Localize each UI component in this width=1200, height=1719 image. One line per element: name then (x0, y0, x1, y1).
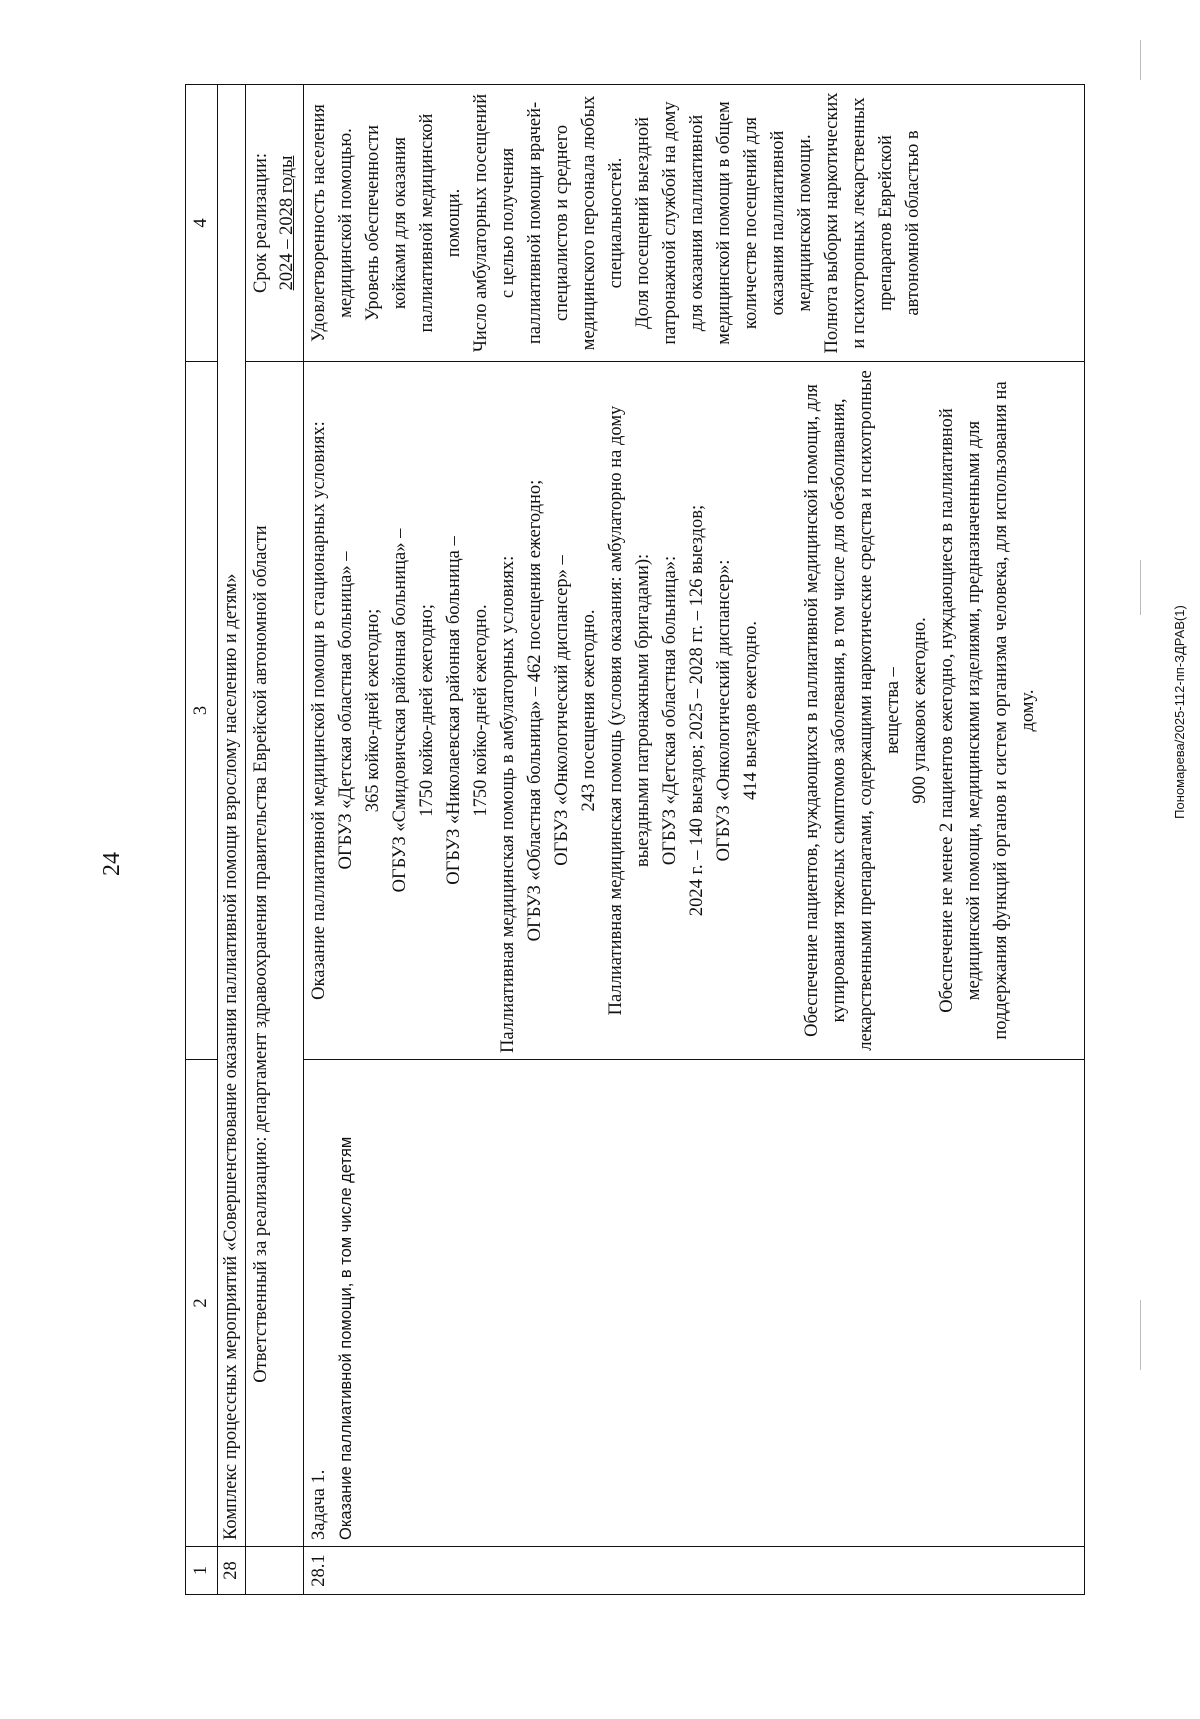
activity-line: Обеспечение не менее 2 пациентов ежегодно, нуждающиеся в паллиативной медицинской помощи, медицинскими изделиями, предназначенными для поддержания функций органов и систем организма человека, для использования на дому. (937, 381, 1038, 1040)
task-label: Задача 1. (309, 1469, 329, 1540)
footer-document-code: Пономарева/2025-112-пп-ЗДРАВ(1) (1172, 605, 1187, 819)
scan-mark-top (1140, 40, 1141, 80)
task-number: 28.1 (304, 1547, 1085, 1595)
activity-line: 243 посещения ежегодно. (579, 609, 599, 812)
term-label: Срок реализации: (251, 153, 271, 294)
activity-line: 2024 г. – 140 выездов; 2025 – 2028 гг. – 126 выездов; (687, 504, 707, 917)
responsible-text: Ответственный за реализацию: департамент здравоохранения правительства Еврейской автономной области (246, 362, 304, 1547)
indicator-line: Число амбулаторных посещений с целью получения паллиативной помощи врачей-специалистов и среднего медицинского персонала любых специальностей. (471, 93, 626, 353)
activity-line: 365 койко-дней ежегодно; (363, 608, 383, 813)
indicator-line: Уровень обеспеченности койками для оказания паллиативной медицинской помощи. (363, 113, 464, 333)
activity-line: 1750 койко-дней ежегодно. (471, 604, 491, 817)
complex-number: 28 (218, 1547, 246, 1595)
task-cell (304, 1060, 1085, 1547)
term-value: 2024 – 2028 годы (277, 155, 297, 291)
complex-row (218, 85, 246, 1595)
indicator-line: Удовлетворенность населения медицинской помощью. (309, 104, 356, 342)
activity-line: Паллиативная медицинская помощь в амбулаторных условиях: (498, 555, 518, 1053)
header-col-2: 2 (186, 1060, 218, 1547)
activity-line: Обеспечение пациентов, нуждающихся в паллиативной медицинской помощи, для купирования тяжелых симптомов заболевания, в том числе для обезболивания, лекарственными препаратами, содержащими наркотические средства и психотропные вещества – (802, 370, 903, 1051)
activity-line: ОГБУЗ «Областная больница» – 462 посещения ежегодно; (525, 479, 545, 942)
page-number: 24 (99, 852, 125, 876)
task-row (304, 85, 1085, 1595)
activity-line: Оказание паллиативной медицинской помощи в стационарных условиях: (309, 421, 329, 1000)
activity-line: ОГБУЗ «Детская областная больница» – (336, 551, 356, 870)
activity-line: ОГБУЗ «Детская областная больница»: (660, 555, 680, 866)
header-col-4: 4 (186, 85, 218, 362)
rotated-table-container (185, 85, 1085, 1595)
activity-line: ОГБУЗ «Онкологический диспансер»: (714, 559, 734, 862)
activity-line: 1750 койко-дней ежегодно; (417, 604, 437, 817)
activity-line: ОГБУЗ «Смидовичская районная больница» – (390, 528, 410, 893)
header-row (186, 85, 218, 1595)
indicator-line: Доля посещений выездной патронажной службой на дому для оказания паллиативной медицинской помощи в общем количестве посещений для оказания паллиативной медицинской помощи. (633, 101, 815, 345)
header-col-1: 1 (186, 1547, 218, 1595)
responsible-row (246, 85, 304, 1595)
activity-line: Паллиативная медицинская помощь (условия оказания: амбулаторно на дому выездными патронажными бригадами): (606, 405, 653, 1016)
activity-line: 900 упаковок ежегодно. (910, 617, 930, 804)
complex-title: Комплекс процессных мероприятий «Совершенствование оказания паллиативной помощи взрослому населению и детям» (218, 85, 246, 1547)
header-col-3: 3 (186, 362, 218, 1060)
responsible-term (246, 85, 304, 362)
task-activities (304, 362, 1085, 1060)
task-indicators (304, 85, 1085, 362)
activity-line: ОГБУЗ «Николаевская районная больница – (444, 536, 464, 885)
task-text: Оказание паллиативной помощи, в том числе детям (337, 1136, 355, 1540)
indicator-line: Полнота выборки наркотических и психотропных лекарственных препаратов Еврейской автономной областью в (822, 92, 923, 354)
program-table (185, 84, 1085, 1595)
scan-mark-bottom (1140, 1300, 1141, 1370)
scan-mark-middle (1140, 560, 1141, 615)
activity-line: 414 выездов ежегодно. (741, 621, 761, 800)
activity-line: ОГБУЗ «Онкологический диспансер» – (552, 555, 572, 866)
activity-spacer (765, 368, 799, 1053)
responsible-number-cell (246, 1547, 304, 1595)
